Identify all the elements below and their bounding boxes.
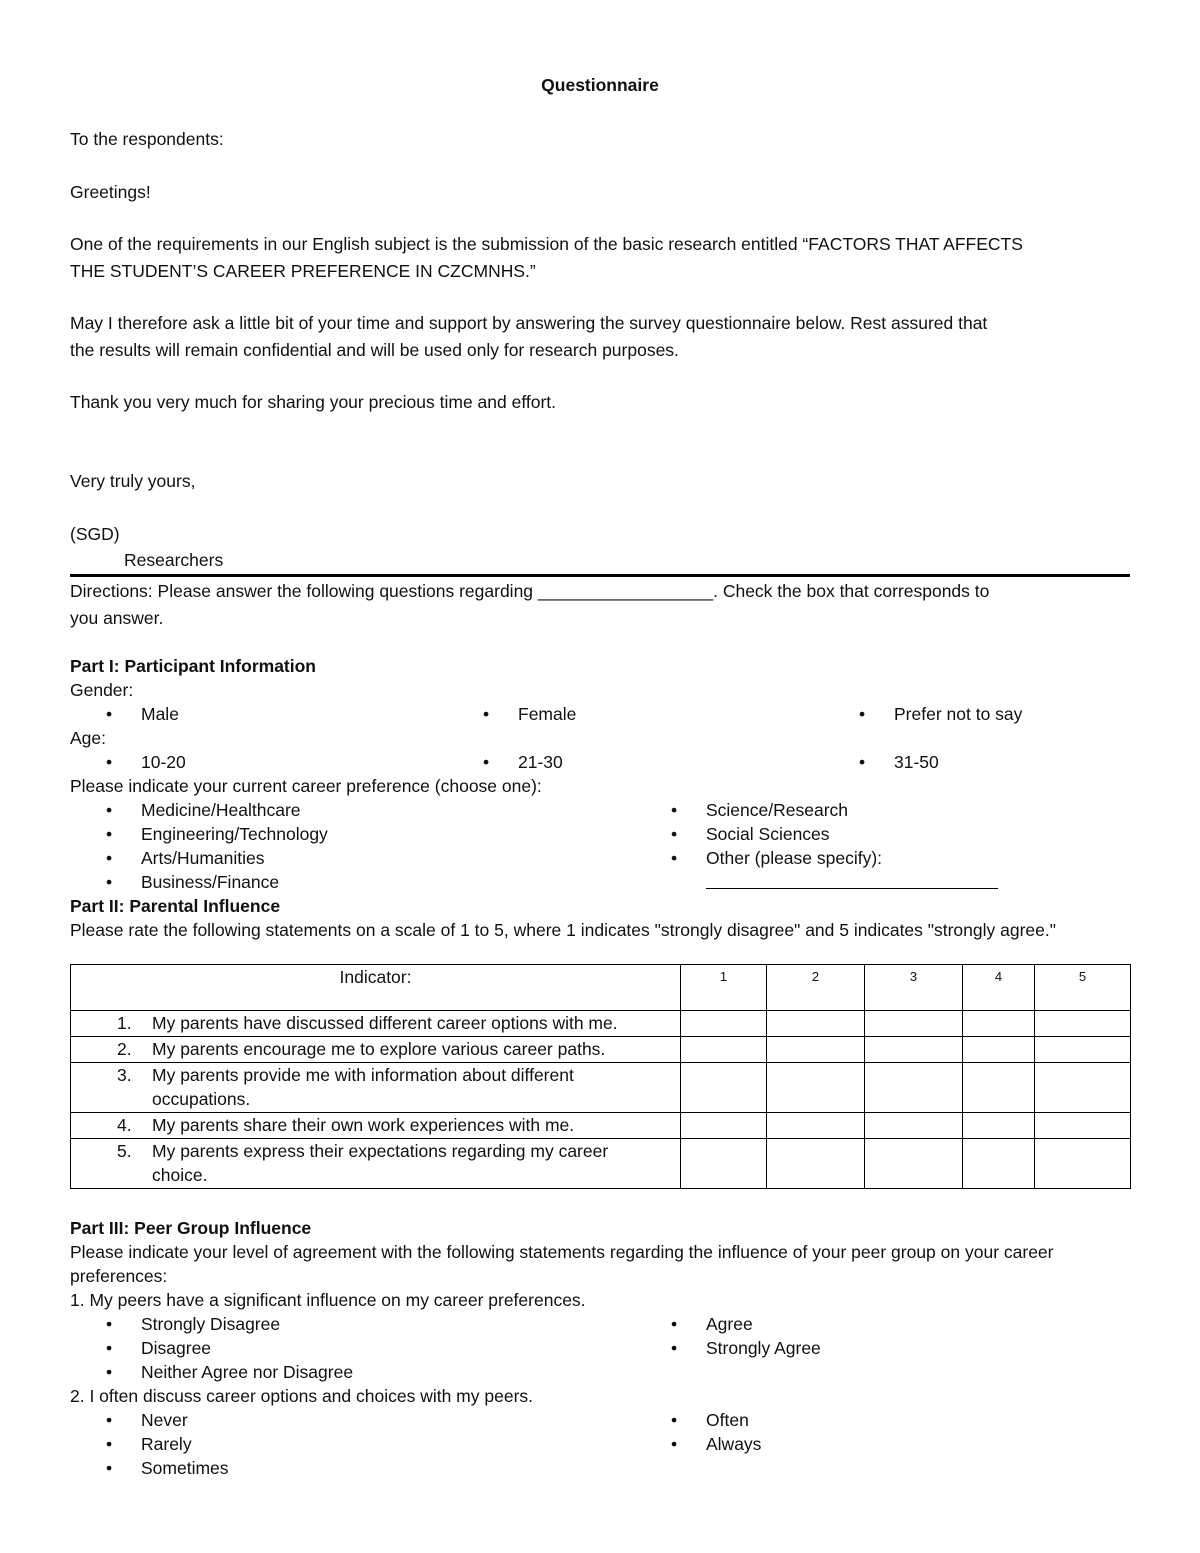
signer: Researchers (124, 550, 224, 570)
gender-label: Gender: (70, 680, 134, 700)
bullet-icon: • (106, 824, 113, 844)
part2-heading: Part II: Parental Influence (70, 896, 281, 916)
indicator-cell: 4. My parents share their own work experiences with me. (71, 1113, 681, 1139)
scale-header-3: 3 (865, 965, 963, 1011)
rating-cell[interactable] (865, 1139, 963, 1189)
bullet-icon: • (671, 1338, 678, 1358)
career-label: Please indicate your current career preference (choose one): (70, 776, 542, 796)
indicator-cell: 2. My parents encourage me to explore various career paths. (71, 1037, 681, 1063)
rating-cell[interactable] (1035, 1063, 1131, 1113)
q1-option[interactable]: • Strongly Disagree (106, 1314, 281, 1334)
indicator-header: Indicator: (71, 965, 681, 1011)
indicator-cell: 1. My parents have discussed different career options with me. (71, 1011, 681, 1037)
question-2: 2. I often discuss career options and choices with my peers. (70, 1386, 534, 1406)
question-1: 1. My peers have a significant influence on my career preferences. (70, 1290, 586, 1310)
q1-option[interactable]: • Agree (671, 1314, 753, 1334)
divider-rule (70, 574, 1130, 577)
bullet-icon: • (106, 752, 113, 772)
rating-cell[interactable] (1035, 1139, 1131, 1189)
rating-cell[interactable] (865, 1063, 963, 1113)
rating-cell[interactable] (681, 1063, 767, 1113)
table-row (71, 1037, 1131, 1063)
gender-option-prefer-not[interactable]: • Prefer not to say (859, 704, 1023, 724)
scale-header-4: 4 (963, 965, 1035, 1011)
rating-cell[interactable] (865, 1037, 963, 1063)
table-row (71, 1063, 1131, 1113)
part3-instruction-line2: preferences: (70, 1266, 168, 1286)
bullet-icon: • (671, 1314, 678, 1334)
bullet-icon: • (859, 752, 866, 772)
q2-option[interactable]: • Sometimes (106, 1458, 229, 1478)
career-option[interactable]: • Engineering/Technology (106, 824, 328, 844)
rating-cell[interactable] (963, 1063, 1035, 1113)
part3-instruction-line1: Please indicate your level of agreement with the following statements regarding the influence of your peer group on your career (70, 1242, 1054, 1262)
part2-instruction: Please rate the following statements on a scale of 1 to 5, where 1 indicates "strongly disagree" and 5 indicates "strongly agree." (70, 920, 1056, 940)
bullet-icon: • (671, 848, 678, 868)
rating-cell[interactable] (1035, 1011, 1131, 1037)
directions-prefix: Directions: Please answer the following questions regarding (70, 581, 538, 601)
intro-paragraph-line2: THE STUDENT’S CAREER PREFERENCE IN CZCMNHS.” (70, 261, 536, 281)
career-option[interactable]: • Arts/Humanities (106, 848, 265, 868)
career-option[interactable]: • Science/Research (671, 800, 849, 820)
rating-cell[interactable] (767, 1139, 865, 1189)
rating-cell[interactable] (767, 1011, 865, 1037)
bullet-icon: • (671, 1410, 678, 1430)
gender-option-female[interactable]: • Female (483, 704, 577, 724)
age-option-21-30[interactable]: • 21-30 (483, 752, 563, 772)
q2-option[interactable]: • Never (106, 1410, 188, 1430)
bullet-icon: • (106, 1314, 113, 1334)
bullet-icon: • (106, 1410, 113, 1430)
rating-cell[interactable] (963, 1011, 1035, 1037)
age-label: Age: (70, 728, 106, 748)
q2-option[interactable]: • Always (671, 1434, 762, 1454)
career-option[interactable]: • Medicine/Healthcare (106, 800, 301, 820)
directions-line2: you answer. (70, 608, 164, 628)
rating-cell[interactable] (865, 1011, 963, 1037)
bullet-icon: • (106, 872, 113, 892)
request-paragraph-line2: the results will remain confidential and will be used only for research purposes. (70, 340, 679, 360)
rating-cell[interactable] (681, 1113, 767, 1139)
q1-option[interactable]: • Neither Agree nor Disagree (106, 1362, 354, 1382)
rating-cell[interactable] (681, 1037, 767, 1063)
age-option-31-50[interactable]: • 31-50 (859, 752, 939, 772)
q2-option[interactable]: • Rarely (106, 1434, 192, 1454)
bullet-icon: • (671, 1434, 678, 1454)
bullet-icon: • (859, 704, 866, 724)
bullet-icon: • (483, 704, 490, 724)
table-row (71, 1113, 1131, 1139)
parental-influence-table (70, 964, 1131, 1189)
career-option-other[interactable]: • Other (please specify): (671, 848, 883, 868)
q1-option[interactable]: • Disagree (106, 1338, 212, 1358)
q1-option[interactable]: • Strongly Agree (671, 1338, 821, 1358)
part1-heading: Part I: Participant Information (70, 656, 316, 676)
indicator-cell: 3. My parents provide me with information about different occupations. (71, 1063, 681, 1113)
salutation: To the respondents: (70, 129, 224, 149)
closing: Very truly yours, (70, 471, 196, 491)
rating-cell[interactable] (865, 1113, 963, 1139)
signature: (SGD) (70, 524, 120, 544)
bullet-icon: • (671, 800, 678, 820)
career-option[interactable]: • Social Sciences (671, 824, 830, 844)
rating-cell[interactable] (963, 1037, 1035, 1063)
age-option-10-20[interactable]: • 10-20 (106, 752, 186, 772)
q2-option[interactable]: • Often (671, 1410, 749, 1430)
bullet-icon: • (106, 848, 113, 868)
directions-line1 (70, 581, 989, 602)
rating-cell[interactable] (767, 1113, 865, 1139)
bullet-icon: • (671, 824, 678, 844)
request-paragraph-line1: May I therefore ask a little bit of your time and support by answering the survey questionnaire below. Rest assured that (70, 313, 988, 333)
scale-header-1: 1 (681, 965, 767, 1011)
scale-header-2: 2 (767, 965, 865, 1011)
thanks-line: Thank you very much for sharing your precious time and effort. (70, 392, 557, 412)
rating-cell[interactable] (767, 1037, 865, 1063)
rating-cell[interactable] (1035, 1037, 1131, 1063)
rating-cell[interactable] (963, 1139, 1035, 1189)
intro-paragraph-line1: One of the requirements in our English subject is the submission of the basic research entitled “FACTORS THAT AFFECTS (70, 234, 1023, 254)
bullet-icon: • (483, 752, 490, 772)
bullet-icon: • (106, 1338, 113, 1358)
rating-cell[interactable] (681, 1139, 767, 1189)
part3-heading: Part III: Peer Group Influence (70, 1218, 312, 1238)
bullet-icon: • (106, 704, 113, 724)
table-row (71, 1139, 1131, 1189)
gender-option-male[interactable]: • Male (106, 704, 179, 724)
bullet-icon: • (106, 1434, 113, 1454)
directions-blank: __________________ (537, 581, 714, 601)
rating-cell[interactable] (681, 1011, 767, 1037)
bullet-icon: • (106, 1458, 113, 1478)
other-specify-field[interactable] (706, 888, 998, 889)
directions-suffix: . Check the box that corresponds to (713, 581, 990, 601)
rating-cell[interactable] (963, 1113, 1035, 1139)
scale-header-5: 5 (1035, 965, 1131, 1011)
table-row (71, 1011, 1131, 1037)
career-option[interactable]: • Business/Finance (106, 872, 280, 892)
bullet-icon: • (106, 1362, 113, 1382)
indicator-cell: 5. My parents express their expectations regarding my career choice. (71, 1139, 681, 1189)
greeting: Greetings! (70, 182, 151, 202)
bullet-icon: • (106, 800, 113, 820)
rating-cell[interactable] (1035, 1113, 1131, 1139)
page-title: Questionnaire (541, 75, 659, 95)
rating-cell[interactable] (767, 1063, 865, 1113)
